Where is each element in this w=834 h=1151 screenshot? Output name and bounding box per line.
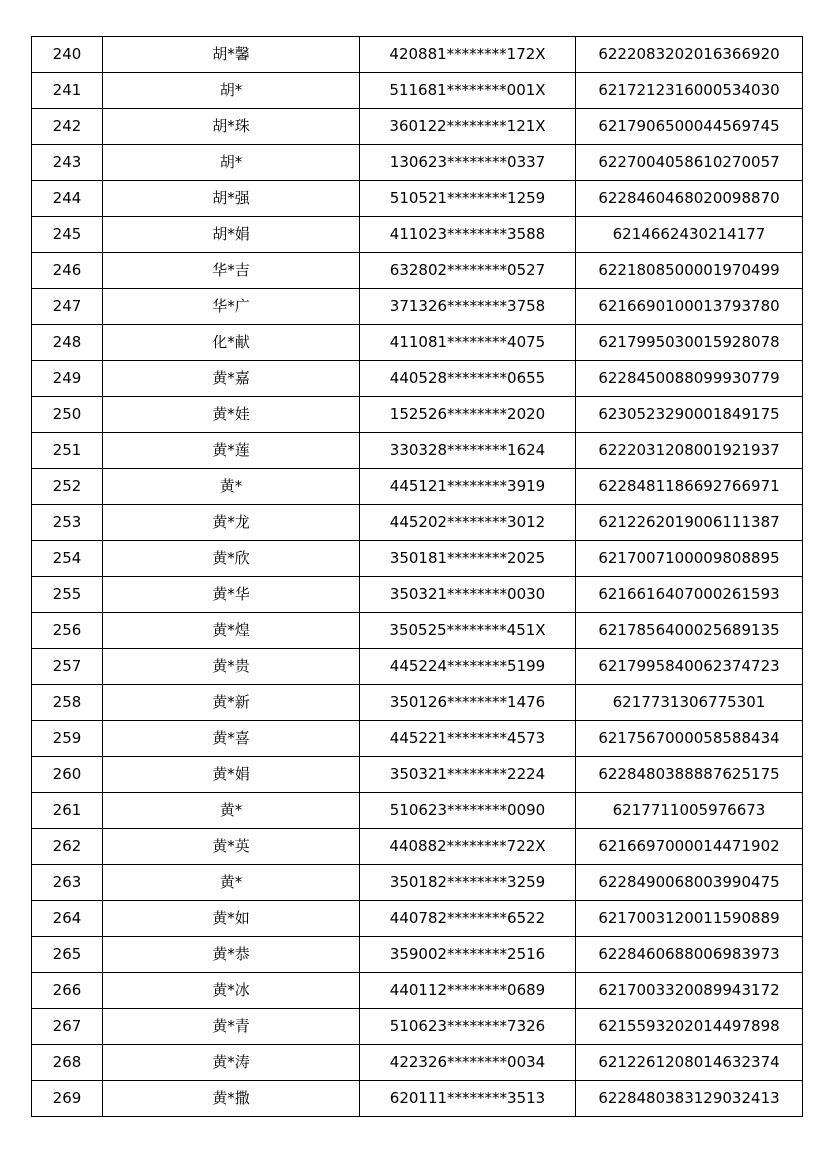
id-number-cell: 440882********722X: [360, 829, 576, 865]
account-number-cell: 6228480388887625175: [576, 757, 803, 793]
row-number-cell: 263: [32, 865, 103, 901]
row-number-cell: 268: [32, 1045, 103, 1081]
table-row: [32, 1009, 803, 1045]
name-cell: 华*广: [103, 289, 360, 325]
name-cell: 黄*娟: [103, 757, 360, 793]
table-row: [32, 253, 803, 289]
id-number-cell: 422326********0034: [360, 1045, 576, 1081]
row-number-cell: 262: [32, 829, 103, 865]
name-cell: 黄*青: [103, 1009, 360, 1045]
table-row: [32, 685, 803, 721]
id-number-cell: 510623********0090: [360, 793, 576, 829]
id-number-cell: 445202********3012: [360, 505, 576, 541]
row-number-cell: 253: [32, 505, 103, 541]
account-number-cell: 6215593202014497898: [576, 1009, 803, 1045]
account-number-cell: 6217003120011590889: [576, 901, 803, 937]
row-number-cell: 250: [32, 397, 103, 433]
row-number-cell: 264: [32, 901, 103, 937]
row-number-cell: 252: [32, 469, 103, 505]
id-number-cell: 350321********2224: [360, 757, 576, 793]
account-number-cell: 6228460688006983973: [576, 937, 803, 973]
id-number-cell: 440112********0689: [360, 973, 576, 1009]
account-number-cell: 6217003320089943172: [576, 973, 803, 1009]
row-number-cell: 251: [32, 433, 103, 469]
table-row: [32, 217, 803, 253]
row-number-cell: 254: [32, 541, 103, 577]
name-cell: 黄*: [103, 865, 360, 901]
id-number-cell: 440528********0655: [360, 361, 576, 397]
name-cell: 黄*英: [103, 829, 360, 865]
table-row: [32, 469, 803, 505]
account-number-cell: 6230523290001849175: [576, 397, 803, 433]
row-number-cell: 242: [32, 109, 103, 145]
row-number-cell: 241: [32, 73, 103, 109]
table-row: [32, 613, 803, 649]
row-number-cell: 255: [32, 577, 103, 613]
table-row: [32, 1045, 803, 1081]
name-cell: 华*吉: [103, 253, 360, 289]
id-number-cell: 420881********172X: [360, 37, 576, 73]
name-cell: 黄*欣: [103, 541, 360, 577]
id-number-cell: 411023********3588: [360, 217, 576, 253]
account-number-cell: 6228450088099930779: [576, 361, 803, 397]
row-number-cell: 260: [32, 757, 103, 793]
name-cell: 黄*冰: [103, 973, 360, 1009]
table-row: [32, 721, 803, 757]
row-number-cell: 243: [32, 145, 103, 181]
account-number-cell: 6217567000058588434: [576, 721, 803, 757]
name-cell: 胡*珠: [103, 109, 360, 145]
table-row: [32, 649, 803, 685]
account-number-cell: 6217995840062374723: [576, 649, 803, 685]
name-cell: 黄*: [103, 469, 360, 505]
name-cell: 黄*嘉: [103, 361, 360, 397]
id-number-cell: 152526********2020: [360, 397, 576, 433]
table-row: [32, 433, 803, 469]
account-number-cell: 6221808500001970499: [576, 253, 803, 289]
name-cell: 黄*恭: [103, 937, 360, 973]
row-number-cell: 249: [32, 361, 103, 397]
account-number-cell: 6216616407000261593: [576, 577, 803, 613]
account-number-cell: 6228460468020098870: [576, 181, 803, 217]
name-cell: 黄*撒: [103, 1081, 360, 1117]
row-number-cell: 265: [32, 937, 103, 973]
id-number-cell: 350181********2025: [360, 541, 576, 577]
row-number-cell: 245: [32, 217, 103, 253]
account-number-cell: 6222031208001921937: [576, 433, 803, 469]
id-number-cell: 350321********0030: [360, 577, 576, 613]
table-row: [32, 577, 803, 613]
table-row: [32, 901, 803, 937]
id-number-cell: 440782********6522: [360, 901, 576, 937]
name-cell: 黄*: [103, 793, 360, 829]
records-table: [31, 36, 803, 1117]
id-number-cell: 411081********4075: [360, 325, 576, 361]
id-number-cell: 359002********2516: [360, 937, 576, 973]
name-cell: 黄*龙: [103, 505, 360, 541]
table-row: [32, 325, 803, 361]
table-row: [32, 73, 803, 109]
account-number-cell: 6214662430214177: [576, 217, 803, 253]
account-number-cell: 6217212316000534030: [576, 73, 803, 109]
name-cell: 黄*新: [103, 685, 360, 721]
id-number-cell: 350182********3259: [360, 865, 576, 901]
account-number-cell: 6212261208014632374: [576, 1045, 803, 1081]
row-number-cell: 248: [32, 325, 103, 361]
table-row: [32, 505, 803, 541]
name-cell: 黄*如: [103, 901, 360, 937]
row-number-cell: 258: [32, 685, 103, 721]
table-row: [32, 829, 803, 865]
account-number-cell: 6227004058610270057: [576, 145, 803, 181]
account-number-cell: 6217711005976673: [576, 793, 803, 829]
table-row: [32, 541, 803, 577]
name-cell: 黄*华: [103, 577, 360, 613]
id-number-cell: 360122********121X: [360, 109, 576, 145]
table-row: [32, 793, 803, 829]
table-row: [32, 1081, 803, 1117]
table-row: [32, 397, 803, 433]
records-body: [32, 37, 803, 1117]
name-cell: 黄*贵: [103, 649, 360, 685]
name-cell: 黄*煌: [103, 613, 360, 649]
row-number-cell: 259: [32, 721, 103, 757]
account-number-cell: 6228480383129032413: [576, 1081, 803, 1117]
id-number-cell: 130623********0337: [360, 145, 576, 181]
row-number-cell: 246: [32, 253, 103, 289]
id-number-cell: 510521********1259: [360, 181, 576, 217]
name-cell: 化*献: [103, 325, 360, 361]
id-number-cell: 350126********1476: [360, 685, 576, 721]
id-number-cell: 330328********1624: [360, 433, 576, 469]
table-row: [32, 937, 803, 973]
account-number-cell: 6217995030015928078: [576, 325, 803, 361]
account-number-cell: 6228490068003990475: [576, 865, 803, 901]
id-number-cell: 445224********5199: [360, 649, 576, 685]
table-row: [32, 37, 803, 73]
name-cell: 黄*喜: [103, 721, 360, 757]
row-number-cell: 266: [32, 973, 103, 1009]
row-number-cell: 267: [32, 1009, 103, 1045]
table-row: [32, 757, 803, 793]
table-row: [32, 865, 803, 901]
id-number-cell: 371326********3758: [360, 289, 576, 325]
table-row: [32, 361, 803, 397]
id-number-cell: 510623********7326: [360, 1009, 576, 1045]
table-row: [32, 289, 803, 325]
account-number-cell: 6216690100013793780: [576, 289, 803, 325]
table-row: [32, 181, 803, 217]
table-row: [32, 973, 803, 1009]
name-cell: 胡*娟: [103, 217, 360, 253]
account-number-cell: 6217007100009808895: [576, 541, 803, 577]
account-number-cell: 6212262019006111387: [576, 505, 803, 541]
account-number-cell: 6228481186692766971: [576, 469, 803, 505]
id-number-cell: 620111********3513: [360, 1081, 576, 1117]
row-number-cell: 261: [32, 793, 103, 829]
table-row: [32, 145, 803, 181]
account-number-cell: 6222083202016366920: [576, 37, 803, 73]
row-number-cell: 244: [32, 181, 103, 217]
id-number-cell: 350525********451X: [360, 613, 576, 649]
name-cell: 胡*: [103, 145, 360, 181]
account-number-cell: 6216697000014471902: [576, 829, 803, 865]
row-number-cell: 269: [32, 1081, 103, 1117]
row-number-cell: 240: [32, 37, 103, 73]
table-row: [32, 109, 803, 145]
name-cell: 黄*涛: [103, 1045, 360, 1081]
account-number-cell: 6217731306775301: [576, 685, 803, 721]
name-cell: 胡*馨: [103, 37, 360, 73]
name-cell: 胡*: [103, 73, 360, 109]
id-number-cell: 445221********4573: [360, 721, 576, 757]
account-number-cell: 6217906500044569745: [576, 109, 803, 145]
row-number-cell: 256: [32, 613, 103, 649]
name-cell: 胡*强: [103, 181, 360, 217]
row-number-cell: 247: [32, 289, 103, 325]
id-number-cell: 445121********3919: [360, 469, 576, 505]
row-number-cell: 257: [32, 649, 103, 685]
id-number-cell: 511681********001X: [360, 73, 576, 109]
name-cell: 黄*娃: [103, 397, 360, 433]
name-cell: 黄*莲: [103, 433, 360, 469]
account-number-cell: 6217856400025689135: [576, 613, 803, 649]
id-number-cell: 632802********0527: [360, 253, 576, 289]
